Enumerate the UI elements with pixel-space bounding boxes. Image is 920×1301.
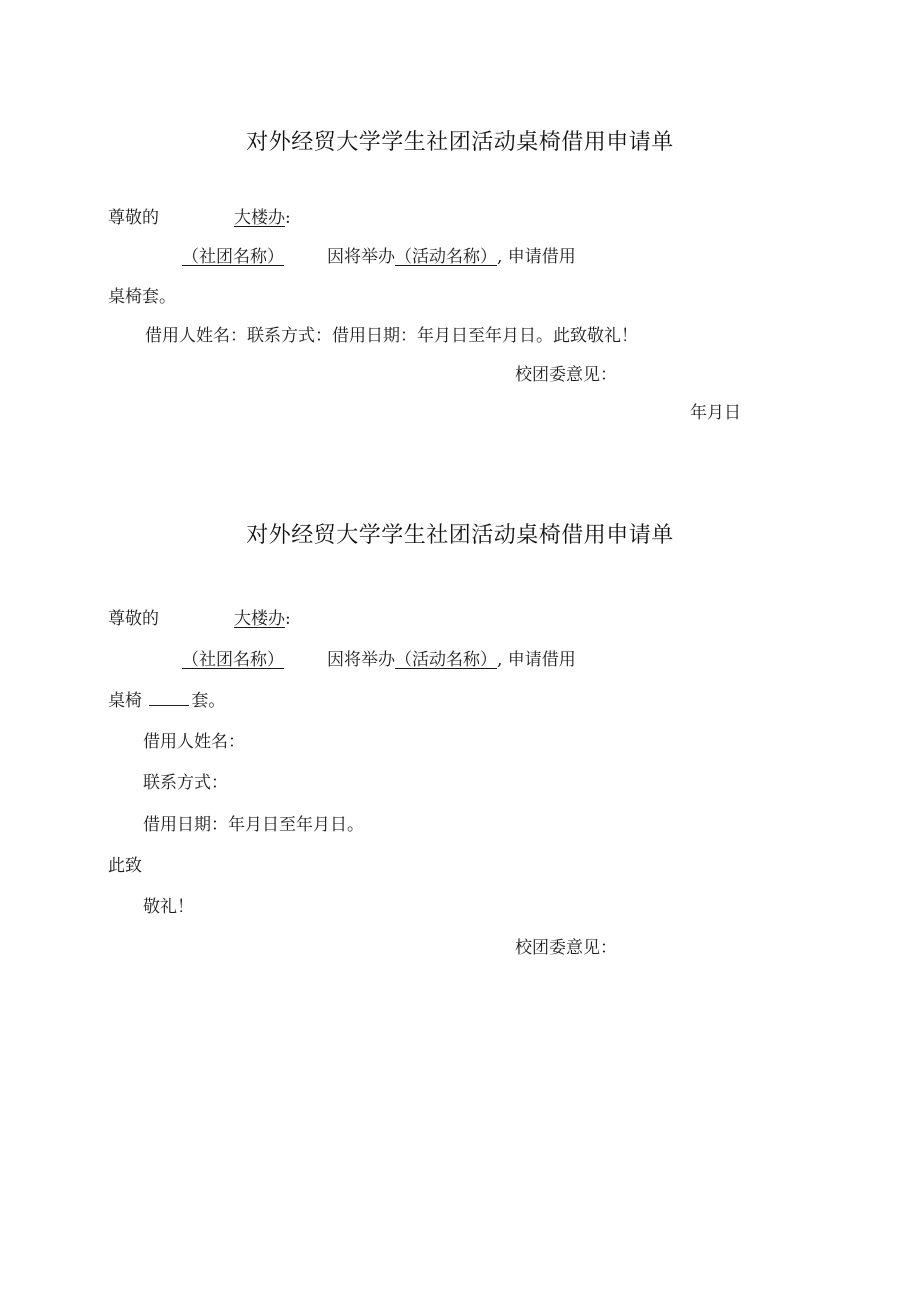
form1-club-name: （社团名称） xyxy=(182,247,284,267)
form2-borrower-name: 借用人姓名： xyxy=(143,732,245,752)
form2-borrow-date: 借用日期：年月日至年月日。 xyxy=(143,815,364,835)
recipient-colon: : xyxy=(285,208,291,228)
desk-suffix: 套。 xyxy=(191,691,226,711)
salutation-prefix: 尊敬的 xyxy=(108,609,159,629)
form2-opinion: 校团委意见： xyxy=(515,938,617,958)
salutation-prefix: 尊敬的 xyxy=(108,208,159,228)
form2-salutation xyxy=(108,609,159,629)
recipient-name: 大楼办 xyxy=(234,609,285,629)
desk-prefix: 桌椅 xyxy=(108,691,142,711)
apply-text: , 申请借用 xyxy=(497,247,576,267)
quantity-blank[interactable] xyxy=(149,691,189,706)
form2-contact: 联系方式： xyxy=(143,773,228,793)
form2-closing2: 敬礼！ xyxy=(143,897,194,917)
form1-activity-line xyxy=(327,247,576,267)
recipient-colon: : xyxy=(285,609,291,629)
apply-text: , 申请借用 xyxy=(497,650,576,670)
because-text: 因将举办 xyxy=(327,650,395,670)
form2-desk-line xyxy=(108,691,225,711)
form2-club-name: （社团名称） xyxy=(182,650,284,670)
form1-opinion: 校团委意见： xyxy=(515,365,617,385)
recipient-name: 大楼办 xyxy=(234,208,285,228)
form2-title: 对外经贸大学学生社团活动桌椅借用申请单 xyxy=(246,523,674,548)
form2-recipient xyxy=(234,609,291,629)
form2-closing1: 此致 xyxy=(108,856,142,876)
form1-salutation xyxy=(108,208,159,228)
activity-name: （活动名称） xyxy=(395,247,497,267)
activity-name: （活动名称） xyxy=(395,650,497,670)
form2-activity-line xyxy=(327,650,576,670)
form1-date: 年月日 xyxy=(690,403,741,423)
because-text: 因将举办 xyxy=(327,247,395,267)
form1-title: 对外经贸大学学生社团活动桌椅借用申请单 xyxy=(246,130,674,155)
form1-info-line: 借用人姓名：联系方式：借用日期：年月日至年月日。此致敬礼！ xyxy=(145,326,638,346)
form1-recipient xyxy=(234,208,291,228)
form1-desk-line: 桌椅套。 xyxy=(108,287,176,307)
